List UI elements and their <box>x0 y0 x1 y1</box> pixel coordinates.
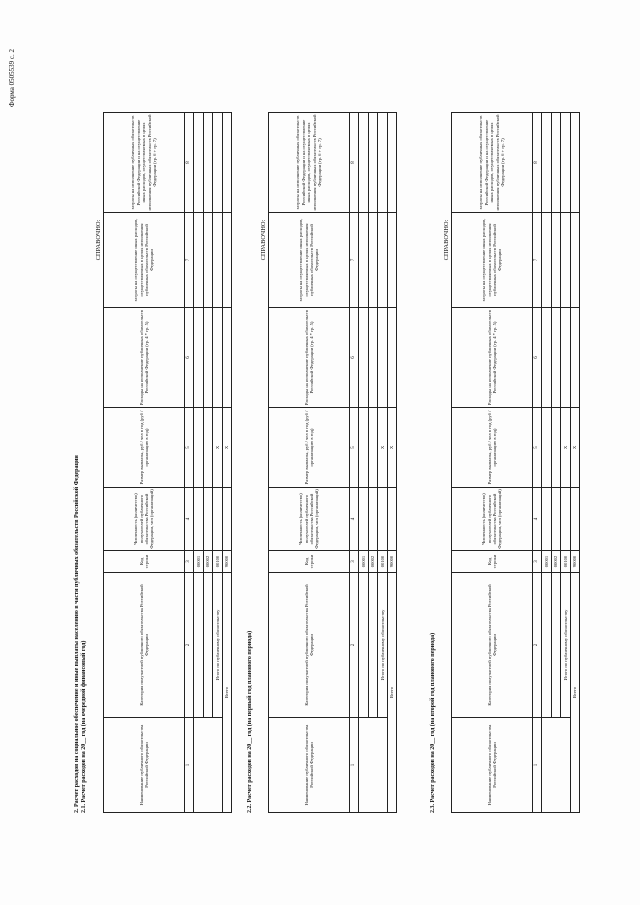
data-cell[interactable] <box>213 488 223 551</box>
data-cell[interactable] <box>368 213 378 308</box>
obligation-name-cell[interactable] <box>542 718 571 813</box>
col-num: 6 <box>185 308 194 408</box>
row-code: 00001 <box>359 551 369 573</box>
col-header-recipient-category: Категория получателей публичного обязательства Российской Федерации <box>104 573 185 718</box>
category-cell[interactable] <box>359 573 369 718</box>
row-code: 00100 <box>561 551 571 573</box>
row-code: 00100 <box>378 551 388 573</box>
obligation-name-cell[interactable] <box>359 718 388 813</box>
data-cell[interactable] <box>359 213 369 308</box>
total-label: Всего <box>570 573 580 813</box>
data-cell[interactable] <box>368 408 378 488</box>
subtotal-label: Итого по публичному обязательству <box>561 573 571 718</box>
spravochno-label-2-1: СПРАВОЧНО: <box>95 219 102 261</box>
form-number: Форма 0505539 с. 2 <box>8 48 16 107</box>
data-cell[interactable] <box>551 113 561 213</box>
subsection-title-2-3: 2.3. Расчет расходов на 20__ год (на второй год планового периода) <box>430 632 436 813</box>
row-code: 00001 <box>194 551 204 573</box>
data-cell[interactable] <box>359 488 369 551</box>
subsection-title-2-2: 2.2. Расчет расходов на 20__ год (на первый год планового периода) <box>247 630 253 813</box>
col-num: 7 <box>350 213 359 308</box>
spravochno-label-2-2: СПРАВОЧНО: <box>260 219 267 261</box>
data-cell[interactable] <box>359 113 369 213</box>
col-header-expenses: Расходы на исполнение публичных обязательств Российской Федерации (гр. 4 * гр. 5) <box>104 308 185 408</box>
row-code: 00002 <box>551 551 561 573</box>
data-cell[interactable] <box>542 488 552 551</box>
section-heading: 2. Расчет расходов на социальное обеспечение и иные выплаты населению в части публичных обязательств Российской Федерации <box>74 455 80 813</box>
x-mark: X <box>378 408 388 488</box>
data-cell[interactable] <box>387 213 397 308</box>
total-label: Всего <box>222 573 232 813</box>
data-cell[interactable] <box>203 488 213 551</box>
col-num: 8 <box>533 113 542 213</box>
col-header-other-expenses: затраты на осуществление иных расходов, осуществляемых в целях исполнения публичных обязательств Российской Федерации <box>104 213 185 308</box>
row-code: 90000 <box>570 551 580 573</box>
col-header-total-costs: затраты на исполнение публичных обязательств Российской Федерации и на осуществление иных расходов, осуществляемых в целях исполнения публичных обязательств Российской Федерации (гр. 6 + гр. 7) <box>452 113 533 213</box>
data-cell[interactable] <box>551 213 561 308</box>
data-cell[interactable] <box>203 113 213 213</box>
data-cell[interactable] <box>368 308 378 408</box>
col-num: 8 <box>350 113 359 213</box>
x-mark: X <box>387 408 397 488</box>
total-label: Всего <box>387 573 397 813</box>
x-mark: X <box>222 408 232 488</box>
data-cell[interactable] <box>368 488 378 551</box>
col-header-other-expenses: затраты на осуществление иных расходов, осуществляемых в целях исполнения публичных обязательств Российской Федерации <box>452 213 533 308</box>
data-cell[interactable] <box>551 408 561 488</box>
data-cell[interactable] <box>368 113 378 213</box>
x-mark: X <box>213 408 223 488</box>
obligation-name-cell[interactable] <box>194 718 223 813</box>
data-cell[interactable] <box>213 213 223 308</box>
data-cell[interactable] <box>387 488 397 551</box>
data-cell[interactable] <box>551 308 561 408</box>
data-cell[interactable] <box>222 308 232 408</box>
col-num: 1 <box>185 718 194 813</box>
data-cell[interactable] <box>378 213 388 308</box>
col-header-total-costs: затраты на исполнение публичных обязательств Российской Федерации и на осуществление иных расходов, осуществляемых в целях исполнения публичных обязательств Российской Федерации (гр. 6 + гр. 7) <box>104 113 185 213</box>
data-cell[interactable] <box>194 408 204 488</box>
col-header-obligation-name: Наименование публичного обязательства Российской Федерации <box>269 718 350 813</box>
data-cell[interactable] <box>359 408 369 488</box>
col-num: 3 <box>185 551 194 573</box>
subtotal-label: Итого по публичному обязательству <box>378 573 388 718</box>
data-cell[interactable] <box>542 213 552 308</box>
col-header-obligation-name: Наименование публичного обязательства Российской Федерации <box>104 718 185 813</box>
col-header-expenses: Расходы на исполнение публичных обязательств Российской Федерации (гр. 4 * гр. 5) <box>452 308 533 408</box>
col-header-recipient-category: Категория получателей публичного обязательства Российской Федерации <box>452 573 533 718</box>
subsection-title-2-1: 2.1. Расчет расходов на 20__ год (на очередной финансовый год) <box>81 640 87 813</box>
col-header-payment-size: Размер выплаты, руб / чел в год (руб / организацию в год) <box>269 408 350 488</box>
row-code: 00002 <box>203 551 213 573</box>
col-num: 5 <box>185 408 194 488</box>
data-cell[interactable] <box>542 308 552 408</box>
col-num: 2 <box>533 573 542 718</box>
data-cell[interactable] <box>542 408 552 488</box>
data-cell[interactable] <box>561 308 571 408</box>
col-num: 4 <box>533 488 542 551</box>
data-cell[interactable] <box>203 213 213 308</box>
data-cell[interactable] <box>570 488 580 551</box>
data-cell[interactable] <box>213 308 223 408</box>
data-cell[interactable] <box>222 213 232 308</box>
col-num: 1 <box>533 718 542 813</box>
col-num: 1 <box>350 718 359 813</box>
col-header-obligation-name: Наименование публичного обязательства Российской Федерации <box>452 718 533 813</box>
data-cell[interactable] <box>387 113 397 213</box>
data-cell[interactable] <box>194 488 204 551</box>
row-code: 00001 <box>542 551 552 573</box>
col-num: 8 <box>185 113 194 213</box>
data-cell[interactable] <box>378 308 388 408</box>
col-header-row-code: Код строки <box>104 551 185 573</box>
col-num: 4 <box>350 488 359 551</box>
category-cell[interactable] <box>203 573 213 718</box>
col-num: 5 <box>350 408 359 488</box>
col-header-expenses: Расходы на исполнение публичных обязательств Российской Федерации (гр. 4 * гр. 5) <box>269 308 350 408</box>
data-cell[interactable] <box>570 113 580 213</box>
row-code: 00002 <box>368 551 378 573</box>
col-num: 7 <box>185 213 194 308</box>
row-code: 00100 <box>213 551 223 573</box>
data-cell[interactable] <box>570 308 580 408</box>
data-cell[interactable] <box>203 308 213 408</box>
row-code: 90000 <box>387 551 397 573</box>
col-num: 6 <box>350 308 359 408</box>
col-header-other-expenses: затраты на осуществление иных расходов, осуществляемых в целях исполнения публичных обязательств Российской Федерации <box>269 213 350 308</box>
x-mark: X <box>561 408 571 488</box>
category-cell[interactable] <box>551 573 561 718</box>
col-num: 6 <box>533 308 542 408</box>
col-num: 3 <box>533 551 542 573</box>
data-cell[interactable] <box>222 113 232 213</box>
table-2-3 <box>451 112 580 813</box>
data-cell[interactable] <box>542 113 552 213</box>
col-header-total-costs: затраты на исполнение публичных обязательств Российской Федерации и на осуществление иных расходов, осуществляемых в целях исполнения публичных обязательств Российской Федерации (гр. 6 + гр. 7) <box>269 113 350 213</box>
data-cell[interactable] <box>378 113 388 213</box>
col-header-recipients-count: Численность (количество) получателей публичного обязательства Российской Федерации, чел (организаций) <box>269 488 350 551</box>
subtotal-label: Итого по публичному обязательству <box>213 573 223 718</box>
data-cell[interactable] <box>194 213 204 308</box>
col-num: 5 <box>533 408 542 488</box>
table-2-2 <box>268 112 397 813</box>
col-header-recipients-count: Численность (количество) получателей публичного обязательства Российской Федерации, чел (организаций) <box>104 488 185 551</box>
col-num: 2 <box>350 573 359 718</box>
data-cell[interactable] <box>378 488 388 551</box>
col-num: 3 <box>350 551 359 573</box>
col-header-recipient-category: Категория получателей публичного обязательства Российской Федерации <box>269 573 350 718</box>
col-num: 4 <box>185 488 194 551</box>
col-header-recipients-count: Численность (количество) получателей публичного обязательства Российской Федерации, чел (организаций) <box>452 488 533 551</box>
data-cell[interactable] <box>561 488 571 551</box>
data-cell[interactable] <box>551 488 561 551</box>
col-header-payment-size: Размер выплаты, руб / чел в год (руб / организацию в год) <box>452 408 533 488</box>
category-cell[interactable] <box>194 573 204 718</box>
data-cell[interactable] <box>387 308 397 408</box>
table-2-1 <box>103 112 232 813</box>
data-cell[interactable] <box>194 308 204 408</box>
col-header-row-code: Код строки <box>452 551 533 573</box>
col-num: 2 <box>185 573 194 718</box>
data-cell[interactable] <box>213 113 223 213</box>
spravochno-label-2-3: СПРАВОЧНО: <box>443 219 450 261</box>
data-cell[interactable] <box>203 408 213 488</box>
data-cell[interactable] <box>359 308 369 408</box>
col-header-row-code: Код строки <box>269 551 350 573</box>
data-cell[interactable] <box>570 213 580 308</box>
col-header-payment-size: Размер выплаты, руб / чел в год (руб / организацию в год) <box>104 408 185 488</box>
row-code: 90000 <box>222 551 232 573</box>
data-cell[interactable] <box>561 113 571 213</box>
col-num: 7 <box>533 213 542 308</box>
category-cell[interactable] <box>368 573 378 718</box>
category-cell[interactable] <box>542 573 552 718</box>
data-cell[interactable] <box>561 213 571 308</box>
data-cell[interactable] <box>194 113 204 213</box>
x-mark: X <box>570 408 580 488</box>
data-cell[interactable] <box>222 488 232 551</box>
